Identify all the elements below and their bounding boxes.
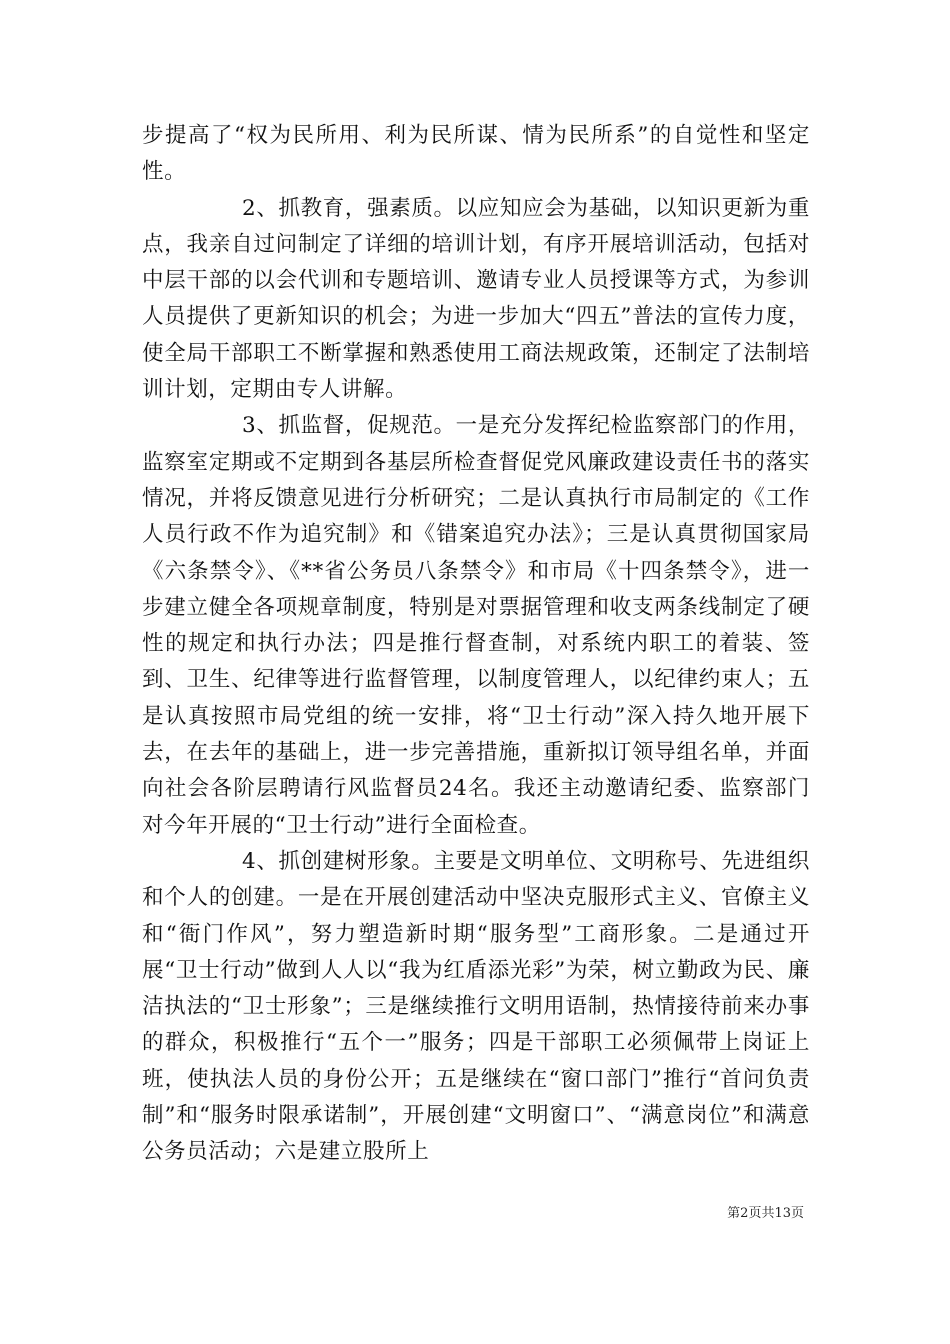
paragraph-supervision: 3、抓监督，促规范。一是充分发挥纪检监察部门的作用，监察室定期或不定期到各基层所检查督促党风廉政建设责任书的落实情况，并将反馈意见进行分析研究；二是认真执行市局制定的《工作人员行政不作为追究制》和《错案追究办法》；三是认真贯彻国家局《六条禁令》、《**省公务员八条禁令》和市局《十四条禁令》，进一步建立健全各项规章制度，特别是对票据管理和收支两条线制定了硬性的规定和执行办法；四是推行督查制，对系统内职工的着装、签到、卫生、纪律等进行监督管理，以制度管理人，以纪律约束人；五是认真按照市局党组的统一安排，将“卫士行动”深入持久地开展下去，在去年的基础上，进一步完善措施，重新拟订领导组名单，并面向社会各阶层聘请行风监督员24名。我还主动邀请纪委、监察部门对今年开展的“卫士行动”进行全面检查。 bbox=[142, 413, 810, 838]
paragraph-continuation: 步提高了“权为民所用、利为民所谋、情为民所系”的自觉性和坚定性。 bbox=[142, 123, 810, 185]
document-body bbox=[142, 118, 810, 1171]
page-number: 第2页共13页 bbox=[727, 1206, 804, 1221]
paragraph-image-building: 4、抓创建树形象。主要是文明单位、文明称号、先进组织和个人的创建。一是在开展创建活动中坚决克服形式主义、官僚主义和“衙门作风”，努力塑造新时期“服务型”工商形象。二是通过开展“卫士行动”做到人人以“我为红盾添光彩”为荣，树立勤政为民、廉洁执法的“卫士形象”；三是继续推行文明用语制，热情接待前来办事的群众，积极推行“五个一”服务；四是干部职工必须佩带上岗证上班，使执法人员的身份公开；五是继续在“窗口部门”推行“首问负责制”和“服务时限承诺制”，开展创建“文明窗口”、“满意岗位”和满意公务员活动；六是建立股所上 bbox=[142, 848, 810, 1165]
paragraph-education: 2、抓教育，强素质。以应知应会为基础，以知识更新为重点，我亲自过问制定了详细的培训计划，有序开展培训活动，包括对中层干部的以会代训和专题培训、邀请专业人员授课等方式，为参训人员提供了更新知识的机会；为进一步加大“四五”普法的宣传力度，使全局干部职工不断掌握和熟悉使用工商法规政策，还制定了法制培训计划，定期由专人讲解。 bbox=[142, 195, 810, 403]
